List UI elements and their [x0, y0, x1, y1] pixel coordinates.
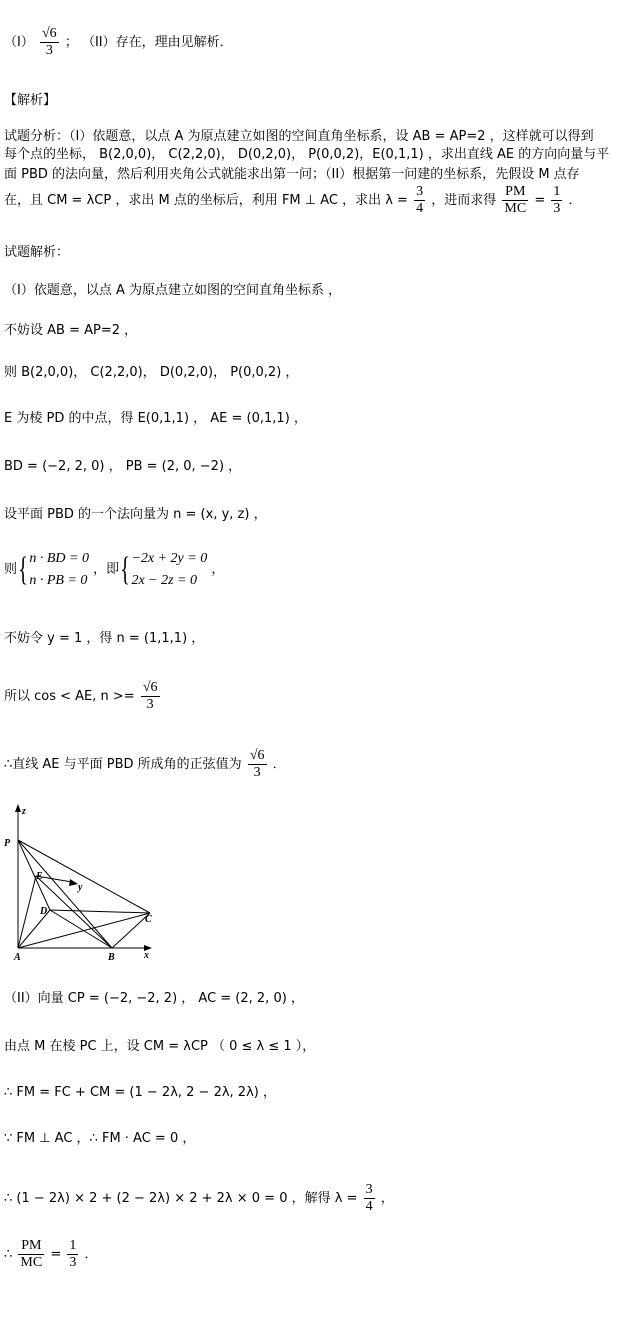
part2-step-5: ∴ (1 − 2λ) × 2 + (2 − 2λ) × 2 + 2λ × 0 = 0 ，解得 λ = $\frac{3}{4}$ ，: [4, 1182, 394, 1214]
ratio-fraction: $\frac{PM}{MC}$: [504, 184, 527, 216]
step-8: 不妨令 y = 1 ，得 n = (1,1,1) ，: [4, 631, 205, 646]
sine-fraction: $\frac{√6}{3}$: [249, 748, 265, 780]
solution-header: 试题解析：: [4, 245, 70, 260]
label-P: P: [4, 838, 11, 849]
step-5: BD = (−2, 2, 0) ， PB = (2, 0, −2) ，: [4, 459, 242, 474]
analysis-line-3: 面 PBD 的法向量，然后利用夹角公式就能求出第一问；（II）根据第一问建的坐标系，先假设 M 点存: [4, 167, 580, 182]
lambda-solution-fraction: $\frac{3}{4}$: [365, 1182, 373, 1214]
edge-PD: [18, 840, 50, 910]
part2-step-3: ∴ FM = FC + CM = (1 − 2λ, 2 − 2λ, 2λ) ，: [4, 1085, 276, 1100]
y-arrow-icon: [69, 879, 78, 886]
analysis-line-4: 在，且 CM = λCP ，求出 M 点的坐标后，利用 FM ⊥ AC ，求出 λ = $\frac{3}{4}$ ，进而求得 $\frac{PM}{MC}$ = $\frac{1}{3}$ ．: [4, 184, 582, 216]
z-arrow-icon: [15, 804, 21, 812]
system-1: n · BD = 0 n · PB = 0: [29, 551, 89, 588]
edge-DB: [50, 910, 112, 948]
part1-label: （I）: [4, 35, 34, 50]
step-4: E 为棱 PD 的中点，得 E(0,1,1) ， AE = (0,1,1) ，: [4, 411, 307, 426]
label-B: B: [108, 952, 115, 963]
answer-line: [4, 26, 233, 59]
part2-step-2: 由点 M 在棱 PC 上，设 CM = λCP （ 0 ≤ λ ≤ 1 ），: [4, 1039, 316, 1054]
step-9: 所以 cos < AE, n >= $\frac{√6}{3}$: [4, 680, 158, 712]
step-3: 则 B(2,0,0)， C(2,2,0)， D(0,2,0)， P(0,0,2) ，: [4, 365, 299, 380]
step-2: 不妨设 AB = AP=2 ，: [4, 323, 138, 338]
edge-AC: [18, 913, 150, 948]
part1-fraction: $\frac{√6}{3}$: [41, 26, 57, 58]
label-D: D: [40, 906, 48, 917]
separator: ；: [64, 35, 78, 50]
step-7: 则{ n · BD = 0 n · PB = 0 ，即{ −2x + 2y = 0 2x − 2z = 0 ，: [4, 548, 224, 592]
label-E: E: [36, 871, 43, 882]
part2-step-6: ∴ $\frac{PM}{MC}$ = $\frac{1}{3}$ ．: [4, 1238, 98, 1270]
edge-DC: [50, 910, 150, 913]
cos-fraction: $\frac{√6}{3}$: [142, 680, 158, 712]
label-z: z: [22, 806, 26, 817]
part2-step-1: （II）向量 CP = (−2, −2, 2) ， AC = (2, 2, 0) ，: [4, 991, 304, 1006]
label-C: C: [145, 914, 152, 925]
ratio-value-fraction: $\frac{1}{3}$: [553, 184, 561, 216]
label-A: A: [14, 952, 21, 963]
analysis-line-2: 每个点的坐标， B(2,0,0)， C(2,2,0)， D(0,2,0)， P(0,0,2)，E(0,1,1) ，求出直线 AE 的方向向量与平: [4, 147, 610, 162]
step-6: 设平面 PBD 的一个法向量为 n = (x, y, z) ，: [4, 507, 267, 522]
coordinate-figure: [0, 800, 170, 965]
part2-label: （II）: [81, 35, 116, 50]
label-x: x: [144, 950, 149, 961]
label-y: y: [78, 882, 83, 893]
final-value-fraction: $\frac{1}{3}$: [69, 1238, 77, 1270]
step-10: ∴直线 AE 与平面 PBD 所成角的正弦值为 $\frac{√6}{3}$ ．: [4, 748, 286, 780]
final-ratio-fraction: $\frac{PM}{MC}$: [20, 1238, 43, 1270]
left-brace-2: {: [120, 551, 131, 588]
step-1: （I）依题意，以点 A 为原点建立如图的空间直角坐标系 ，: [4, 283, 342, 298]
part2-step-4: ∵ FM ⊥ AC ，∴ FM · AC = 0 ，: [4, 1131, 196, 1146]
system-2: −2x + 2y = 0 2x − 2z = 0: [131, 551, 208, 588]
part2-text: 存在，理由见解析．: [115, 35, 233, 50]
analysis-line-1: 试题分析：（I）依题意，以点 A 为原点建立如图的空间直角坐标系，设 AB = AP=2 ，这样就可以得到: [4, 129, 594, 144]
analysis-header: 【解析】: [4, 93, 57, 108]
left-brace-1: {: [18, 551, 29, 588]
lambda-fraction: $\frac{3}{4}$: [416, 184, 424, 216]
